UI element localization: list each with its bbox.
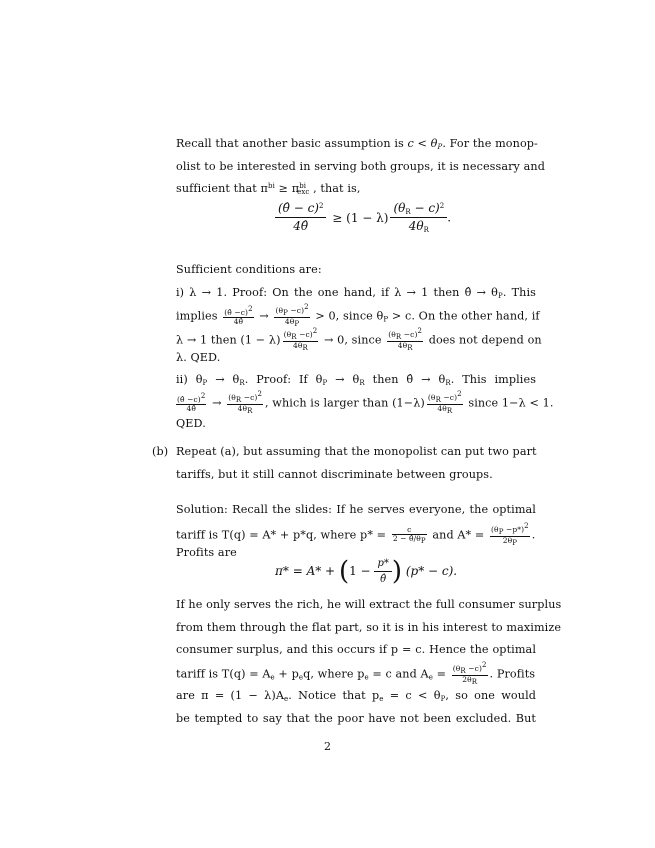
text-line: sufficient that $\pi^{bi} \ge \pi^{bi}_{exc}$ , that is,: [176, 182, 361, 196]
text-line: If he only serves the rich, he will extract the full consumer surplus: [176, 598, 562, 611]
text-line: i) λ → 1. Proof: On the one hand, if λ → 1 then θ̂ → $\theta_P$. This: [176, 286, 536, 300]
text-line: Repeat (a), but assuming that the monopolist can put two part: [176, 445, 537, 458]
text-line: Profits are: [176, 546, 237, 559]
text-line: olist to be interested in serving both groups, it is necessary and: [176, 160, 545, 173]
text-line: Recall that another basic assumption is $c < \theta_P$. For the monop-: [176, 137, 538, 151]
text-line: tariffs, but it still cannot discriminate between groups.: [176, 468, 493, 481]
text-line: tariff is $T(q) = A_e + p_eq$, where $p_e = c$ and $A_e$ = $\frac{(\theta R -c)2}{2\theta R}$ . Profits: [176, 661, 536, 687]
text-line: Solution: Recall the slides: If he serves everyone, the optimal: [176, 503, 536, 516]
text-line: implies $\frac{(\thetâ -c)2}{4\thetâ}$ → $\frac{(\theta P -c)2}{4\theta P}$ > 0, since $\theta_P > c$. On the other hand, if: [176, 303, 540, 329]
text-line: consumer surplus, and this occurs if p = c. Hence the optimal: [176, 643, 536, 656]
text-line: be tempted to say that the poor have not been excluded. But: [176, 712, 536, 725]
text-line: are $\pi = (1 - \lambda)A_e$. Notice that $p_e = c < \theta_P$, so one would: [176, 689, 537, 703]
text-line: Sufficient conditions are:: [176, 263, 322, 276]
text-line: tariff is T(q) = A* + p*q, where p* = $\frac{c}{2 - \thetâ/\theta P}$ and A* = $\frac{(\theta P -p*)2}{2\theta P}$ .: [176, 522, 536, 548]
display-equation: π* = A* + (1 − $\frac{p*}{\thetâ}$ ) (p* − c).: [275, 556, 458, 587]
text-line: ii) $\theta_P \to \theta_R$. Proof: If $\theta_P \to \theta_R$ then θ̂ → $\theta_R$. This implies: [176, 373, 537, 387]
fraction-left: $\frac{(\thetâ - c)^2}{4\thetâ}$: [275, 202, 326, 234]
item-label: (b): [152, 445, 169, 458]
text-line: $\frac{(\thetâ -c)2}{4\thetâ}$ → $\frac{(\theta R -c)2}{4\theta R}$ , which is larger than (1−λ) $\frac{(\theta R -c)2}{4\theta R}$ since 1−λ < 1.: [177, 390, 554, 416]
page-number: 2: [324, 740, 331, 753]
fraction-right: $\frac{(\theta_R - c)^2}{4\theta_R}$: [390, 202, 447, 234]
text-line: from them through the flat part, so it is in his interest to maximize: [176, 621, 562, 634]
text-line: λ → 1 then (1 − λ) $\frac{(\theta R -c)2}{4\theta R}$ → 0, since $\frac{(\theta R -c)2}{4\theta R}$ does not depend on: [176, 327, 542, 353]
text-line: QED.: [176, 417, 206, 430]
display-equation: $\frac{(\thetâ - c)^2}{4\thetâ}$ ≥ (1 − λ) $\frac{(\theta_R - c)^2}{4\theta_R}$ .: [275, 202, 451, 234]
text-line: λ. QED.: [176, 351, 221, 364]
